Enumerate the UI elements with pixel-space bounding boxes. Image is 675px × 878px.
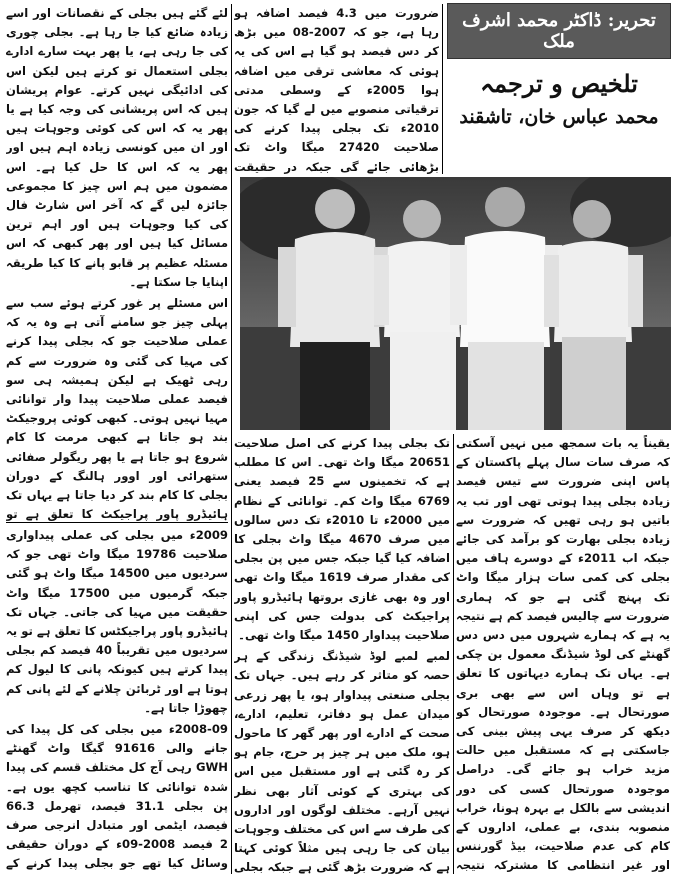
paragraph: 2008-09ء میں بجلی کی کل پیدا کی جانے والی 91616 گیگا واٹ گھنٹے GWH رہی آج کل مختلف قسم کی پیدا شدہ توانائی کا تناسب کچھ یوں ہے۔ پن بجلی 31.1 فیصد، تھرمل 66.3 فیصد، ایٹمی اور متبادل انرجی صرف 2 فیصد 2008-09ء کے دوران حقیقی وسائل کیا تھے جو بجلی پیدا کرنے کے xyxy=(6,722,228,871)
article-column-middle-top xyxy=(234,4,439,174)
column-divider xyxy=(453,434,454,874)
author-banner: تحریر: ڈاکٹر محمد اشرف ملک xyxy=(447,3,671,59)
paragraph: لمبے لمبے لوڈ شیڈنگ زندگی کے ہر حصہ کو متاثر کر رہے ہیں۔ جہاں تک بجلی صنعتی پیداوار ہو، یا پھر زرعی میدان عمل ہو دفاتر، تعلیم، ادارے، صحت کے ادارے اور پھر گھر کا ماحول ہو، ملک میں ہر چیز پر حرج، جام ہو کر رہ گئی ہے اور مستقبل میں اس کی بہتری کے کوئی آثار بھی نظر نہیں آرہے۔ مختلف لوگوں اور اداروں کی طرف سے اس کی مختلف وجوہات بیان کی جا رہی ہیں مثلاً کوئی کہتا ہے کہ ضرورت بڑھ گئی ہے جبکہ بجلی xyxy=(234,649,450,874)
paragraph: 2009ء میں بجلی کی عملی پیداواری صلاحیت 19786 میگا واٹ تھی جو کہ سردیوں میں 14500 میگا واٹ ہو گئی جبکہ گرمیوں میں 17500 میگا واٹ حقیقت میں مہیا کی جاتی۔ جہاں تک ہائیڈرو پاور پراجیکٹس کا تعلق ہے تو یہ سردیوں میں تقریباً 40 فیصد کم بجلی پیدا کرتے ہیں کیونکہ پانی کا لیول کم ہوتا ہے اور ٹربائن چلانے کے لئے پانی کم چھوڑا جاتا ہے۔ xyxy=(6,528,228,715)
paragraph: لئے گئے ہیں بجلی کے نقصانات اور اسے زیادہ ضائع کیا جا رہا ہے۔ بجلی چوری کی جا رہی ہے، یا پھر بہت سارے ادارے بجلی استعمال تو کرتے ہیں لیکن اس کی ادائیگی نہیں کرتے۔ عوام پریشان ہیں کہ اس پریشانی کی وجہ کیا ہے یا پھر یہ کہ اس کی کوئی وجوہات ہیں اور ان میں کونسی زیادہ اہم ہیں اور پھر یہ کہ اس کا حل کیا ہے۔ اس مضمون میں ہم اس چیز کا مجموعی جائزہ لیں گے کہ آخر اس شارٹ فال کی کیا وجوہات ہیں اور اہم ترین مسائل کیا ہیں اور پھر کبھی کہ اس مسئلہ عظیم پر قابو پانے کا کیا طریقہ اپنایا جا سکتا ہے۔ xyxy=(6,6,228,289)
column-divider xyxy=(442,4,443,174)
column-divider xyxy=(231,4,232,874)
paragraph: اس مسئلے پر غور کرتے ہوئے سب سے پہلی چیز جو سامنے آتی ہے وہ یہ کہ عملی صلاحیت جو کہ بجلی پیدا کرنے کی مہیا کی گئی وہ ضرورت سے کم رہی ٹھیک ہے لیکن ہمیشہ ہی سو فیصد عملی صلاحیت پیدا وار توانائی مہیا نہیں ہوتی۔ کبھی کوئی پروجیکٹ بند ہو جاتا ہے کبھی مرمت کا کام شروع ہو جاتا ہے یا پھر ریگولر صفائی ستھرائی اور اوور ہالنگ کے دوران بجلی کا کام بند کر دیا جاتا ہے یہاں تک ہائیڈرو پاور پراجیکٹ کا تعلق ہے تو xyxy=(6,296,228,522)
paragraph: ضرورت میں 4.3 فیصد اضافہ ہو رہا ہے، جو کہ 2007-08 میں بڑھ کر دس فیصد ہو گیا ہے اس کی یہ ہوئی کہ معاشی ترقی میں اضافہ ہوا 2005ء کے وسطی مدتی ترقیاتی منصوبے میں لے گیا کہ جون 2010ء تک بجلی پیدا کرنے کی صلاحیت 27420 میگا واٹ تک بڑھائی جائے گی جبکہ در حقیقت xyxy=(234,6,439,174)
group-photo xyxy=(240,177,671,430)
article-title-block xyxy=(447,3,671,177)
article-column-middle-bottom xyxy=(234,434,450,874)
article-column-left-top xyxy=(6,4,228,524)
paragraph: یقیناً یہ بات سمجھ میں نہیں آسکتی کہ صرف سات سال پہلے پاکستان کے پاس اپنی ضرورت سے تیس فیصد زیادہ بجلی پیدا ہوتی تھی اور تب یہ باتیں ہو رہی تھیں کہ ضرورت سے زیادہ بجلی بھارت کو برآمد کی جائے جبکہ اب 2011ء کے دوسرے ہاف میں بجلی کی کمی سات ہزار میگا واٹ تک پہنچ گئی ہے جو کہ ہماری ضرورت سے چالیس فیصد کم ہے نتیجہ یہ ہے کہ ہمارے شہروں میں دس دس گھنٹے کی لوڈ شیڈنگ معمول بن چکی ہے۔ یہاں تک ہمارے دیہاتوں کا تعلق ہے تو وہاں اس سے بھی بری صورتحال ہے۔ موجودہ صورتحال کو دیکھ کر صرف یہی پیش بینی کی جاسکتی ہے کہ مستقبل میں حالت مزید خراب ہو جائے گی۔ دراصل موجودہ صورتحال کسی کی دور اندیشی سے بالکل بے بہرہ ہونا، خراب منصوبہ بندی، بے عملی، اداروں کے کام کی عدم صلاحیت، بیڈ گورننس اور غیر انتظامی کا مشترکہ نتیجہ xyxy=(456,436,670,873)
translator-name: محمد عباس خان، تاشقند xyxy=(459,106,659,128)
summary-translation-label: تلخیص و ترجمہ xyxy=(480,69,638,98)
group-of-four-men-photo-icon xyxy=(240,177,671,430)
paragraph: تک بجلی پیدا کرنے کی اصل صلاحیت 20651 میگا واٹ تھی۔ اس کا مطلب ہے کہ تخمینوں سے 25 فیصد یعنی 6769 میگا واٹ کم۔ توانائی کے نظام میں 2000ء تا 2010ء تک دس سالوں میں صرف 4670 میگا واٹ بجلی کا اضافہ کیا گیا جبکہ جس میں پن بجلی کی مقدار صرف 1619 میگا واٹ تھی اور وہ بھی غازی بروتھا ہائیڈرو پاور پراجیکٹ کی بدولت جس کی اپنی صلاحیت پیداوار 1450 میگا واٹ تھی۔ xyxy=(234,436,450,643)
article-column-left-bottom xyxy=(6,526,228,874)
article-column-right-bottom xyxy=(456,434,670,874)
